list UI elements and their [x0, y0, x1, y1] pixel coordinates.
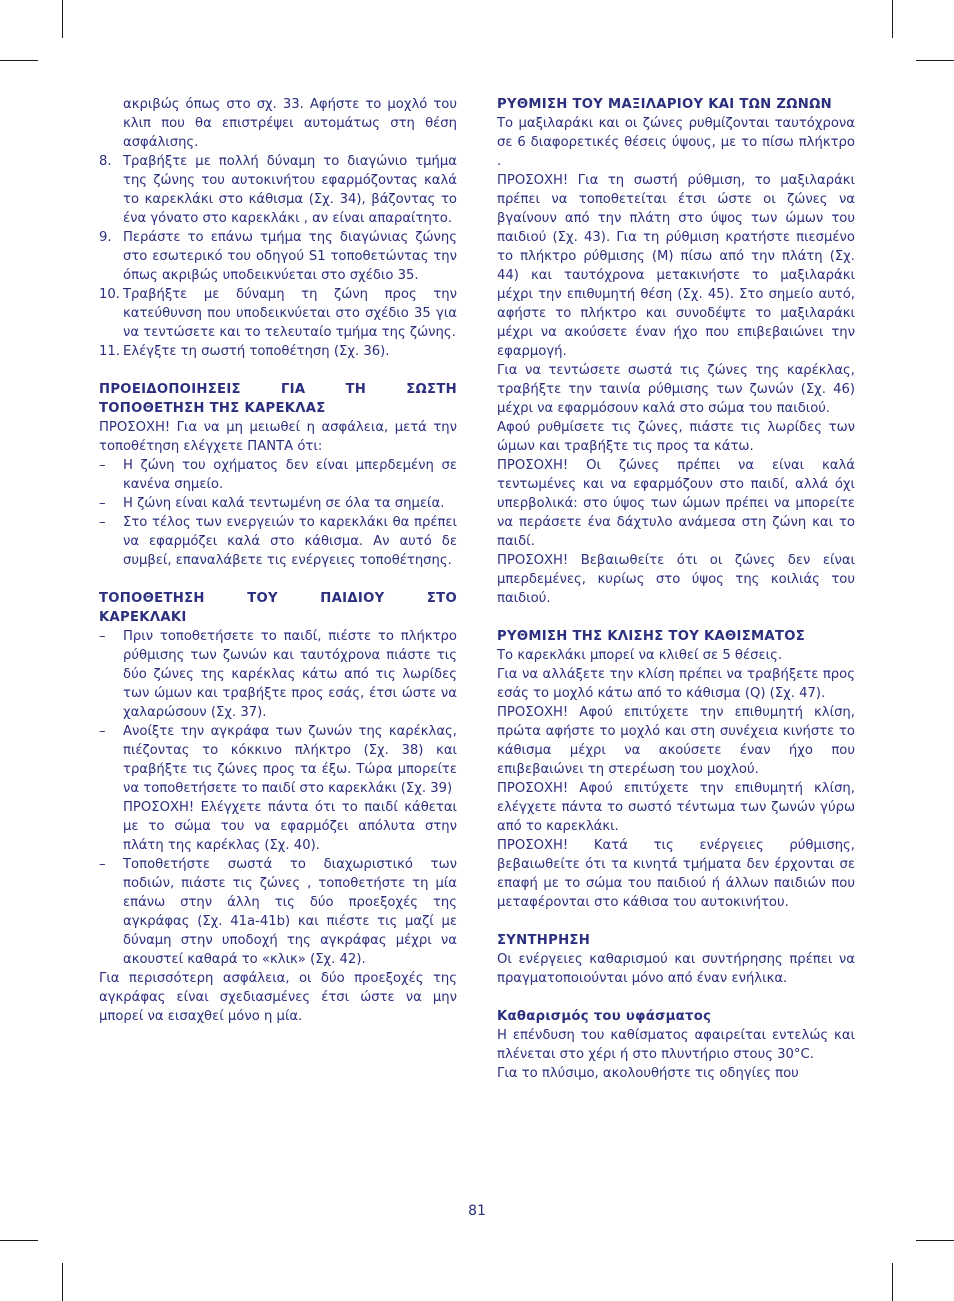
warning-text: ΠΡΟΣΟΧΗ! Ελέγχετε πάντα ότι το παιδί κάθεται με το σώμα του να εφαρμόζει απόλυτα στην πλάτη της καρέκλας (Σχ. 40).	[123, 800, 457, 853]
crop-mark	[0, 60, 38, 61]
paragraph: ΠΡΟΣΟΧΗ! Για τη σωστή ρύθμιση, το μαξιλαράκι πρέπει να τοποθετείται έτσι ώστε οι ζώνες να βγαίνουν από την πλάτη στο ύψος των ώμων του παιδιού (Σχ. 43). Για τη ρύθμιση κρατήστε πιεσμένο το πλήκτρο ρύθμισης (M) πίσω από την πλάτη (Σχ. 44) και ταυτόχρονα μετακινήστε το μαξιλαράκι μέχρι την επιθυμητή θέση (Σχ. 45). Στο σημείο αυτό, αφήστε το πλήκτρο και συνοδέψτε το μαξιλαράκι μέχρι να ακούσετε έναν ήχο που επιβεβαιώνει την εφαρμογή.	[497, 173, 855, 359]
list-item: 8. Τραβήξτε με πολλή δύναμη το διαγώνιο τμήμα της ζώνης του αυτοκινήτου εφαρμόζοντας καλά το καρεκλάκι στο κάθισμα (Σχ. 34), βάζοντας το ένα γόνατο στο καρεκλάκι , αν είναι απαραίτητο.	[99, 154, 457, 226]
section-heading: ΤΟΠΟΘΕΤΗΣΗ ΤΟΥ ΠΑΙΔΙΟΥ ΣΤΟ	[99, 591, 457, 606]
section-heading: ΚΑΡΕΚΛΑΚΙ	[99, 610, 187, 625]
crop-mark	[892, 0, 893, 38]
paragraph: ΠΡΟΣΟΧΗ! Κατά τις ενέργειες ρύθμισης, βεβαιωθείτε ότι τα κινητά τμήματα δεν έρχονται σε επαφή με το σώμα του παιδιού ή άλλων παιδιών που μεταφέρονται στο κάθισα του αυτοκινήτου.	[497, 838, 855, 910]
paragraph: ΠΡΟΣΟΧΗ! Για να μη μειωθεί η ασφάλεια, μετά την τοποθέτηση ελέγχετε ΠΑΝΤΑ ότι:	[99, 420, 457, 454]
list-item: – Στο τέλος των ενεργειών το καρεκλάκι θα πρέπει να εφαρμόζει καλά στο κάθισμα. Αν αυτό δε συμβεί, επαναλάβετε τις ενέργειες τοποθέτησης.	[99, 515, 457, 568]
section-heading: ΡΥΘΜΙΣΗ ΤΟΥ ΜΑΞΙΛΑΡΙΟΥ ΚΑΙ ΤΩΝ ΖΩΝΩΝ	[497, 97, 832, 112]
paragraph: Για το πλύσιμο, ακολουθήστε τις οδηγίες που	[497, 1066, 799, 1081]
paragraph: ΠΡΟΣΟΧΗ! Αφού επιτύχετε την επιθυμητή κλίση, ελέγχετε πάντα το σωστό τέντωμα των ζωνών γύρω από το καρεκλάκι.	[497, 781, 855, 834]
paragraph: Η επένδυση του καθίσματος αφαιρείται εντελώς και πλένεται στο χέρι ή στο πλυντήριο στους 30°C.	[497, 1028, 855, 1062]
right-column	[497, 95, 855, 1083]
subsection-heading: Καθαρισμός του υφάσματος	[497, 1009, 712, 1024]
paragraph: Για να τεντώσετε σωστά τις ζώνες της καρέκλας, τραβήξτε την ταινία ρύθμισης των ζωνών (Σχ. 46) μέχρι να εφαρμόσουν καλά στο σώμα του παιδιού.	[497, 363, 855, 416]
paragraph: Το καρεκλάκι μπορεί να κλιθεί σε 5 θέσεις.	[497, 648, 783, 663]
list-item: – Η ζώνη είναι καλά τεντωμένη σε όλα τα σημεία.	[99, 496, 445, 511]
section-heading: ΤΟΠΟΘΕΤΗΣΗ ΤΗΣ ΚΑΡΕΚΛΑΣ	[99, 401, 326, 416]
paragraph: Το μαξιλαράκι και οι ζώνες ρυθμίζονται ταυτόχρονα σε 6 διαφορετικές θέσεις ύψους, με το πίσω πλήκτρο .	[497, 116, 855, 169]
paragraph: Οι ενέργειες καθαρισμού και συντήρησης πρέπει να πραγματοποιούνται μόνο από έναν ενήλικα.	[497, 952, 855, 986]
list-item: – Ανοίξτε την αγκράφα των ζωνών της καρέκλας, πιέζοντας το κόκκινο πλήκτρο (Σχ. 38) και τραβήξτε τις ζώνες προς τα έξω. Τώρα μπορείτε να τοποθετήσετε το παιδί στο καρεκλάκι (Σχ. 39)	[99, 724, 457, 796]
paragraph: Για να αλλάξετε την κλίση πρέπει να τραβήξετε προς εσάς το μοχλό κάτω από το κάθισμα (Q) (Σχ. 47).	[497, 667, 855, 701]
list-item: 10. Τραβήξτε με δύναμη τη ζώνη προς την κατεύθυνση που υποδεικνύεται στο σχέδιο 35 για να τεντώσετε και το τελευταίο τμήμα της ζώνης.	[99, 287, 457, 340]
section-heading: ΣΥΝΤΗΡΗΣΗ	[497, 933, 591, 948]
page-number: 81	[468, 1203, 486, 1219]
crop-mark	[916, 1240, 954, 1241]
crop-mark	[916, 60, 954, 61]
crop-mark	[892, 1263, 893, 1301]
paragraph: Για περισσότερη ασφάλεια, οι δύο προεξοχές της αγκράφας είναι σχεδιασμένες έτσι ώστε να μην μπορεί να εισαχθεί μόνο η μία.	[99, 971, 457, 1024]
left-column	[99, 95, 457, 1026]
list-item: – Τοποθετήστε σωστά το διαχωριστικό των ποδιών, πιάστε τις ζώνες , τοποθετήστε τη μία επάνω στην άλλη τις δύο προεξοχές της αγκράφας (Σχ. 41a-41b) και πιέστε τις μαζί με δύναμη στην υποδοχή της αγκράφας μέχρι να ακουστεί καθαρά το «κλικ» (Σχ. 42).	[99, 857, 457, 967]
crop-mark	[62, 0, 63, 38]
section-heading: ΡΥΘΜΙΣΗ ΤΗΣ ΚΛΙΣΗΣ ΤΟΥ ΚΑΘΙΣΜΑΤΟΣ	[497, 629, 806, 644]
crop-mark	[0, 1240, 38, 1241]
list-item: 11. Ελέγξτε τη σωστή τοποθέτηση (Σχ. 36).	[99, 344, 390, 359]
paragraph: ΠΡΟΣΟΧΗ! Οι ζώνες πρέπει να είναι καλά τεντωμένες και να εφαρμόζουν στο παιδί, αλλά όχι υπερβολικά: στο ύψος των ώμων πρέπει να μπορείτε να περάσετε ένα δάχτυλο ανάμεσα στη ζώνη και το παιδί.	[497, 458, 855, 549]
crop-mark	[62, 1263, 63, 1301]
paragraph: Αφού ρυθμίσετε τις ζώνες, πιάστε τις λωρίδες των ώμων και τραβήξτε τις προς τα κάτω.	[497, 420, 855, 454]
list-item: – Πριν τοποθετήσετε το παιδί, πιέστε το πλήκτρο ρύθμισης των ζωνών και ταυτόχρονα πιάστε τις δύο ζώνες της καρέκλας κάτω από τις λωρίδες των ώμων και τραβήξτε προς εσάς, έτσι ώστε να χαλαρώσουν (Σχ. 37).	[99, 629, 457, 720]
list-item: – Η ζώνη του οχήματος δεν είναι μπερδεμένη σε κανένα σημείο.	[99, 458, 457, 492]
list-item: 9. Περάστε το επάνω τμήμα της διαγώνιας ζώνης στο εσωτερικό του οδηγού S1 τοποθετώντας την όπως ακριβώς υποδεικνύεται στο σχέδιο 35.	[99, 230, 457, 283]
paragraph: ΠΡΟΣΟΧΗ! Αφού επιτύχετε την επιθυμητή κλίση, πρώτα αφήστε το μοχλό και στη συνέχεια κινήστε το κάθισμα μέχρι να ακούσετε έναν ήχο που επιβεβαιώνει τη στερέωση του μοχλού.	[497, 705, 855, 777]
paragraph: ΠΡΟΣΟΧΗ! Βεβαιωθείτε ότι οι ζώνες δεν είναι μπερδεμένες, κυρίως στο ύψος της κοιλιάς του παιδιού.	[497, 553, 855, 606]
section-heading: ΠΡΟΕΙΔΟΠΟΙΗΣΕΙΣ ΓΙΑ ΤΗ ΣΩΣΤΗ	[99, 382, 457, 397]
intro-text: ακριβώς όπως στο σχ. 33. Αφήστε το μοχλό του κλιπ που θα επιστρέψει αυτομάτως στη θέση ασφάλισης.	[123, 97, 457, 150]
